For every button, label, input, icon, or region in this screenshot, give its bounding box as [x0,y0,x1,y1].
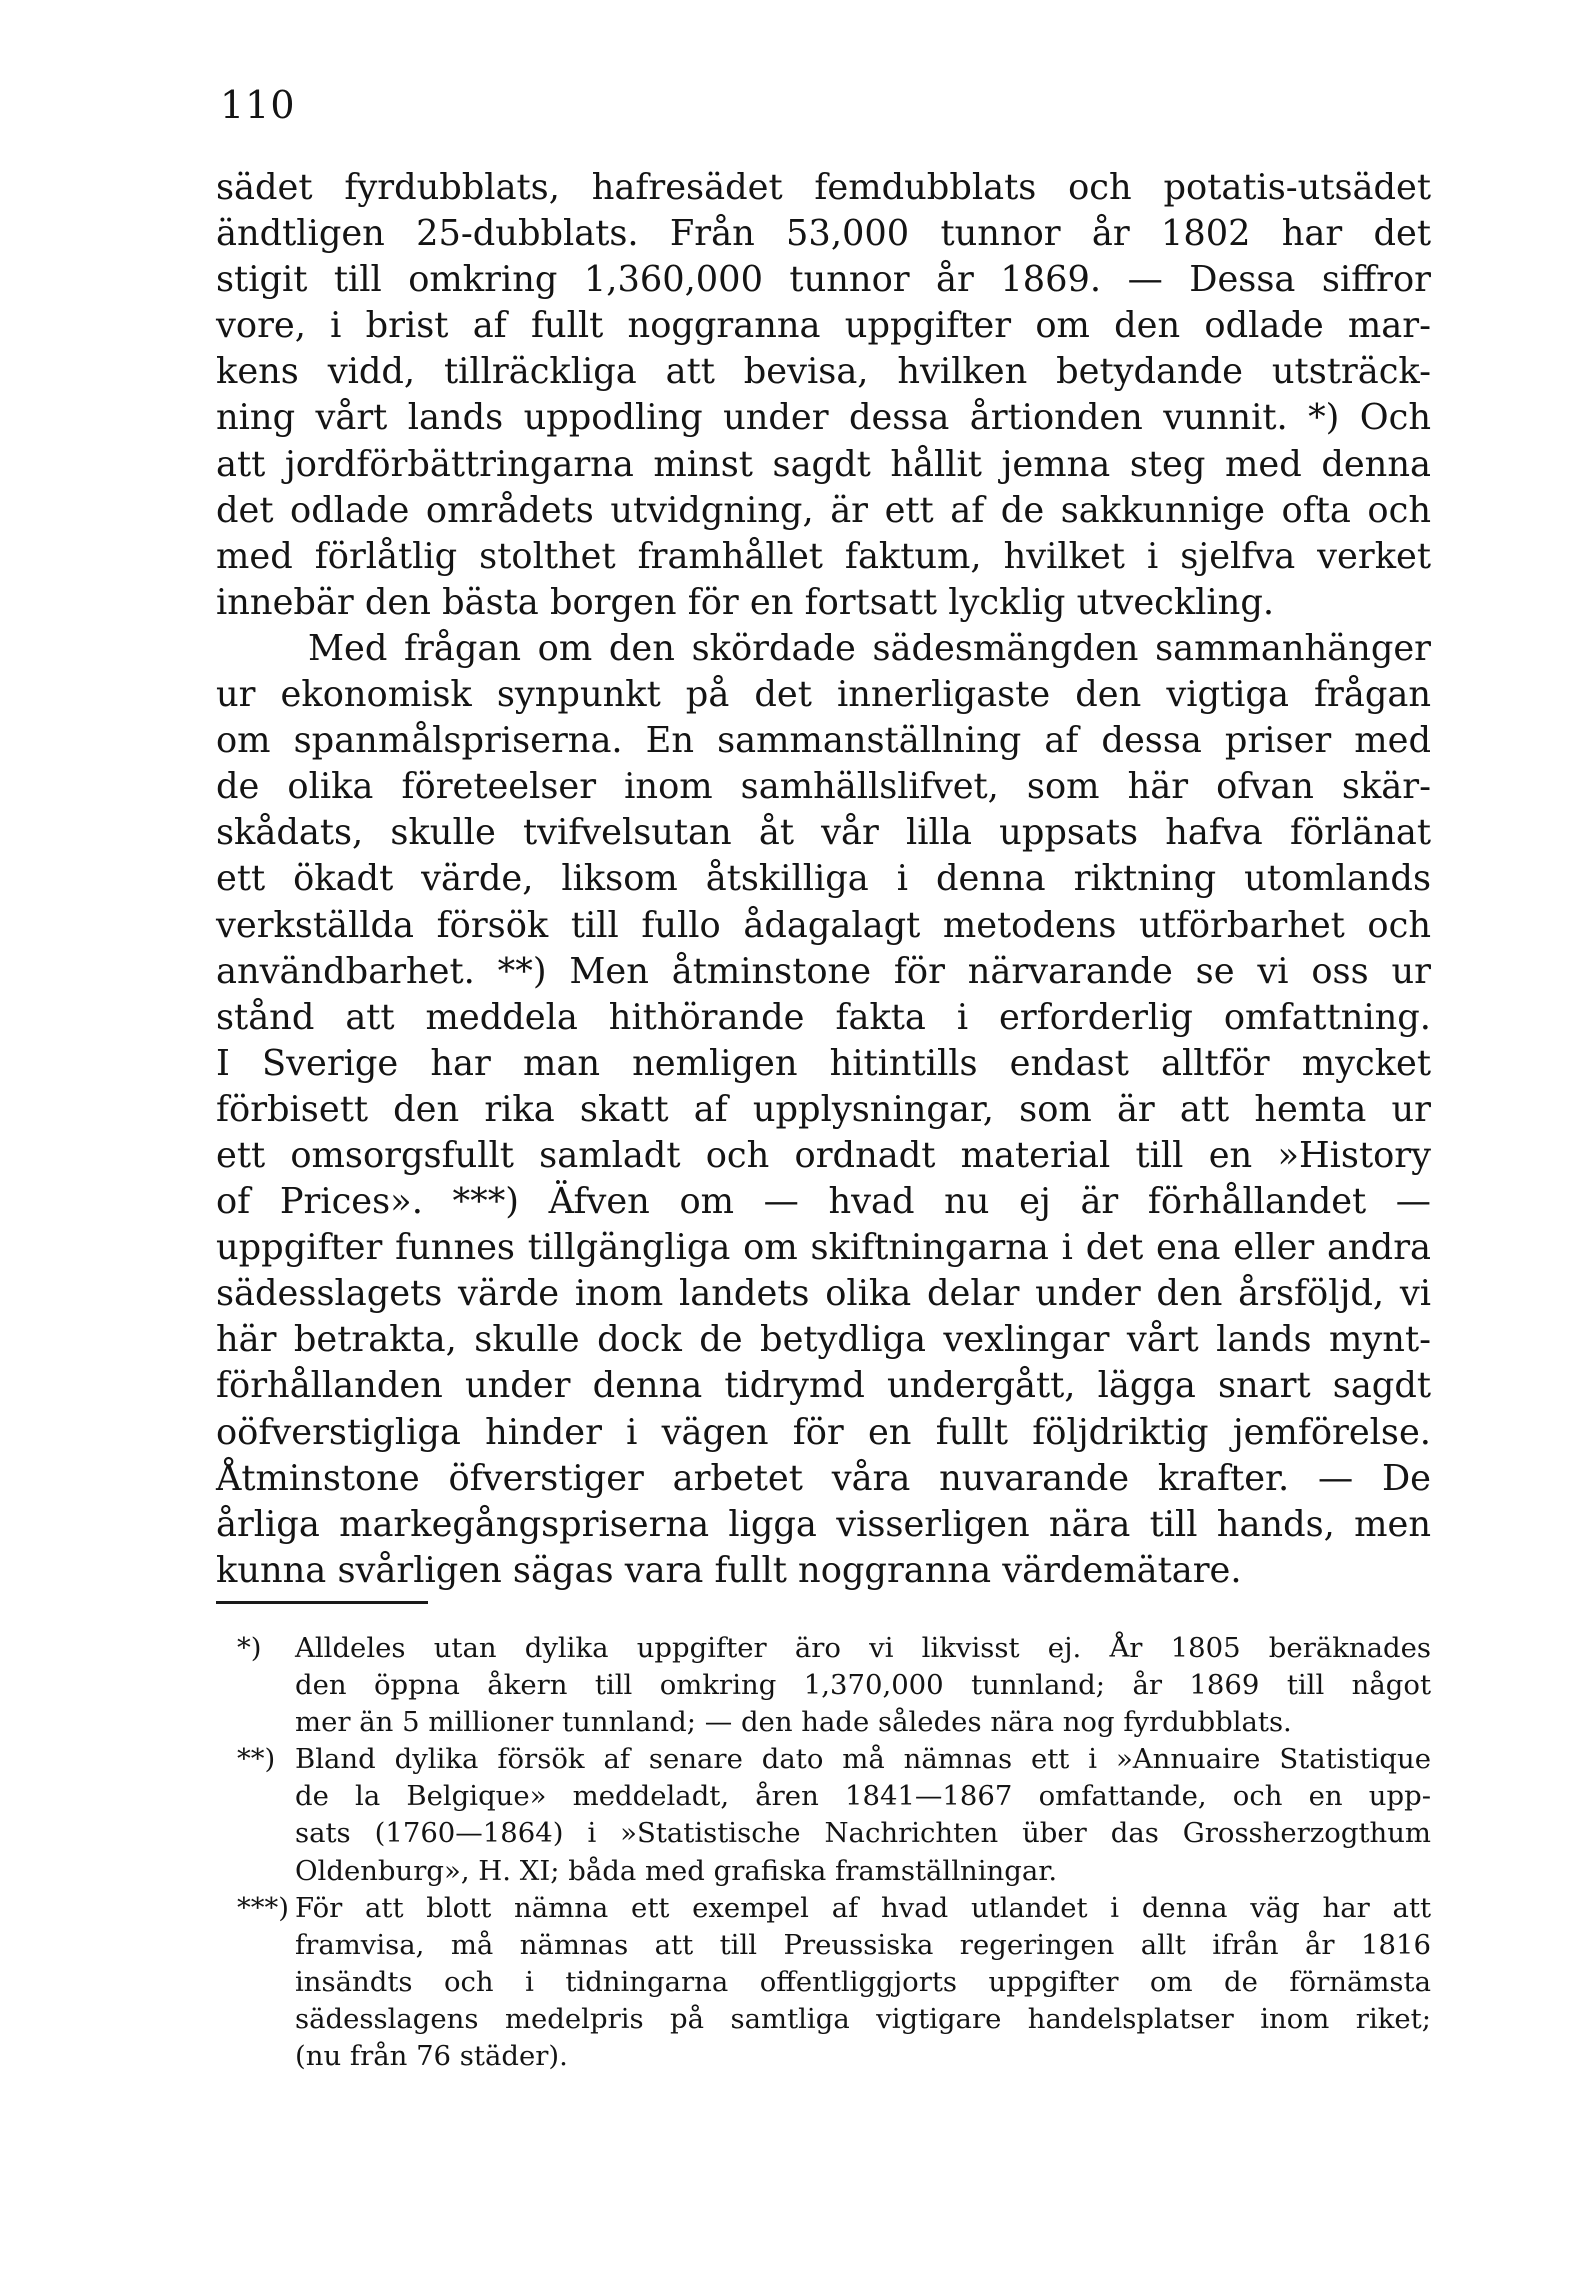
text-line: om spanmålspriserna. En sammanställning af dessa priser med [216,720,1431,762]
text-line: ett ökadt värde, liksom åtskilliga i denna riktning utomlands [216,858,1431,900]
text-line: årliga markegångspriserna ligga visserligen nära till hands, men [216,1503,1431,1545]
footnote-3-line: (nu från 76 städer). [295,2040,568,2073]
footnote-2-line [237,1741,1431,1778]
text-line: kens vidd, tillräckliga att bevisa, hvilken betydande utsträck- [216,351,1431,393]
text-line: oöfverstigliga hinder i vägen för en fullt följdriktig jemförelse. [216,1411,1431,1453]
text-line: ett omsorgsfullt samladt och ordnadt material till en »History [216,1134,1431,1176]
text-line: att jordförbättringarna minst sagdt hållit jemna steg med denna [216,443,1431,485]
text-line: de olika företeelser inom samhällslifvet, som här ofvan skär- [216,766,1431,808]
footnote-marker: *) [237,1632,262,1664]
text-line: innebär den bästa borgen för en fortsatt lycklig utveckling. [216,581,1275,623]
body-text [216,165,1431,1594]
text-line: ur ekonomisk synpunkt på det innerligaste den vigtiga frågan [216,674,1431,716]
footnote-2-line: Oldenburg», H. XI; båda med grafiska framställningar. [295,1854,1058,1887]
footnote-3-line [237,1890,1431,1927]
text-line: sädet fyrdubblats, hafresädet femdubblats och potatis-utsädet [216,167,1431,208]
text-line: ändtligen 25-dubblats. Från 53,000 tunnor år 1802 har det [216,213,1431,255]
footnote-text: Alldeles utan dylika uppgifter äro vi likvisst ej. År 1805 beräknades [295,1632,1431,1664]
footnote-2-line: sats (1760—1864) i »Statistische Nachrichten über das Grossherzogthum [295,1817,1431,1850]
footnote-3-line: insändts och i tidningarna offentliggjorts uppgifter om de förnämsta [295,1965,1431,1998]
text-line: of Prices». ***) Äfven om — hvad nu ej är förhållandet — [216,1181,1431,1223]
footnote-marker: **) [237,1743,276,1776]
text-line: förbisett den rika skatt af upplysningar, som är att hemta ur [216,1088,1431,1130]
footnote-text: För att blott nämna ett exempel af hvad utlandet i denna väg har att [295,1891,1431,1924]
text-line: användbarhet. **) Men åtminstone för närvarande se vi oss ur [216,950,1431,992]
footnote-2-line: de la Belgique» meddeladt, åren 1841—1867 omfattande, och en upp- [295,1780,1431,1813]
text-line: här betrakta, skulle dock de betydliga vexlingar vårt lands mynt- [216,1319,1431,1361]
text-line: Med frågan om den skördade sädesmängden sammanhänger [308,627,1431,669]
text-line: det odlade områdets utvidgning, är ett af de sakkunnige ofta och [216,489,1431,531]
footnote-divider [216,1601,428,1604]
footnote-text: Bland dylika försök af senare dato må nämnas ett i »Annuaire Statistique [295,1743,1431,1776]
footnote-1-line: den öppna åkern till omkring 1,370,000 tunnland; år 1869 till något [295,1669,1431,1702]
footnote-3-line: framvisa, må nämnas att till Preussiska regeringen allt ifrån år 1816 [295,1928,1431,1961]
text-line: uppgifter funnes tillgängliga om skiftningarna i det ena eller andra [216,1227,1431,1269]
footnote-marker: ***) [237,1891,289,1924]
text-line: ning vårt lands uppodling under dessa årtionden vunnit. *) Och [216,397,1431,439]
footnote-3-line: sädesslagens medelpris på samtliga vigtigare handelsplatser inom riket; [295,2002,1431,2035]
text-line: I Sverige har man nemligen hitintills endast alltför mycket [216,1042,1431,1084]
footnote-1-line [237,1630,1431,1667]
text-line: med förlåtlig stolthet framhållet faktum, hvilket i sjelfva verket [216,535,1431,577]
text-line: Åtminstone öfverstiger arbetet våra nuvarande krafter. — De [216,1457,1431,1499]
text-line: verkställda försök till fullo ådagalagt metodens utförbarhet och [216,904,1431,946]
text-line: skådats, skulle tvifvelsutan åt vår lilla uppsats hafva förlänat [216,812,1431,854]
footnote-1-line: mer än 5 millioner tunnland; — den hade således nära nog fyrdubblats. [295,1706,1292,1739]
text-line: förhållanden under denna tidrymd undergått, lägga snart sagdt [216,1365,1431,1407]
text-line: vore, i brist af fullt noggranna uppgifter om den odlade mar- [216,305,1431,347]
text-line: sädesslagets värde inom landets olika delar under den årsföljd, vi [216,1273,1431,1315]
page-number: 110 [220,83,296,127]
text-line: kunna svårligen sägas vara fullt noggranna värdemätare. [216,1549,1242,1591]
text-line: stånd att meddela hithörande fakta i erforderlig omfattning. [216,996,1431,1038]
footnotes [237,1630,1431,2075]
text-line: stigit till omkring 1,360,000 tunnor år 1869. — Dessa siffror [216,259,1431,301]
